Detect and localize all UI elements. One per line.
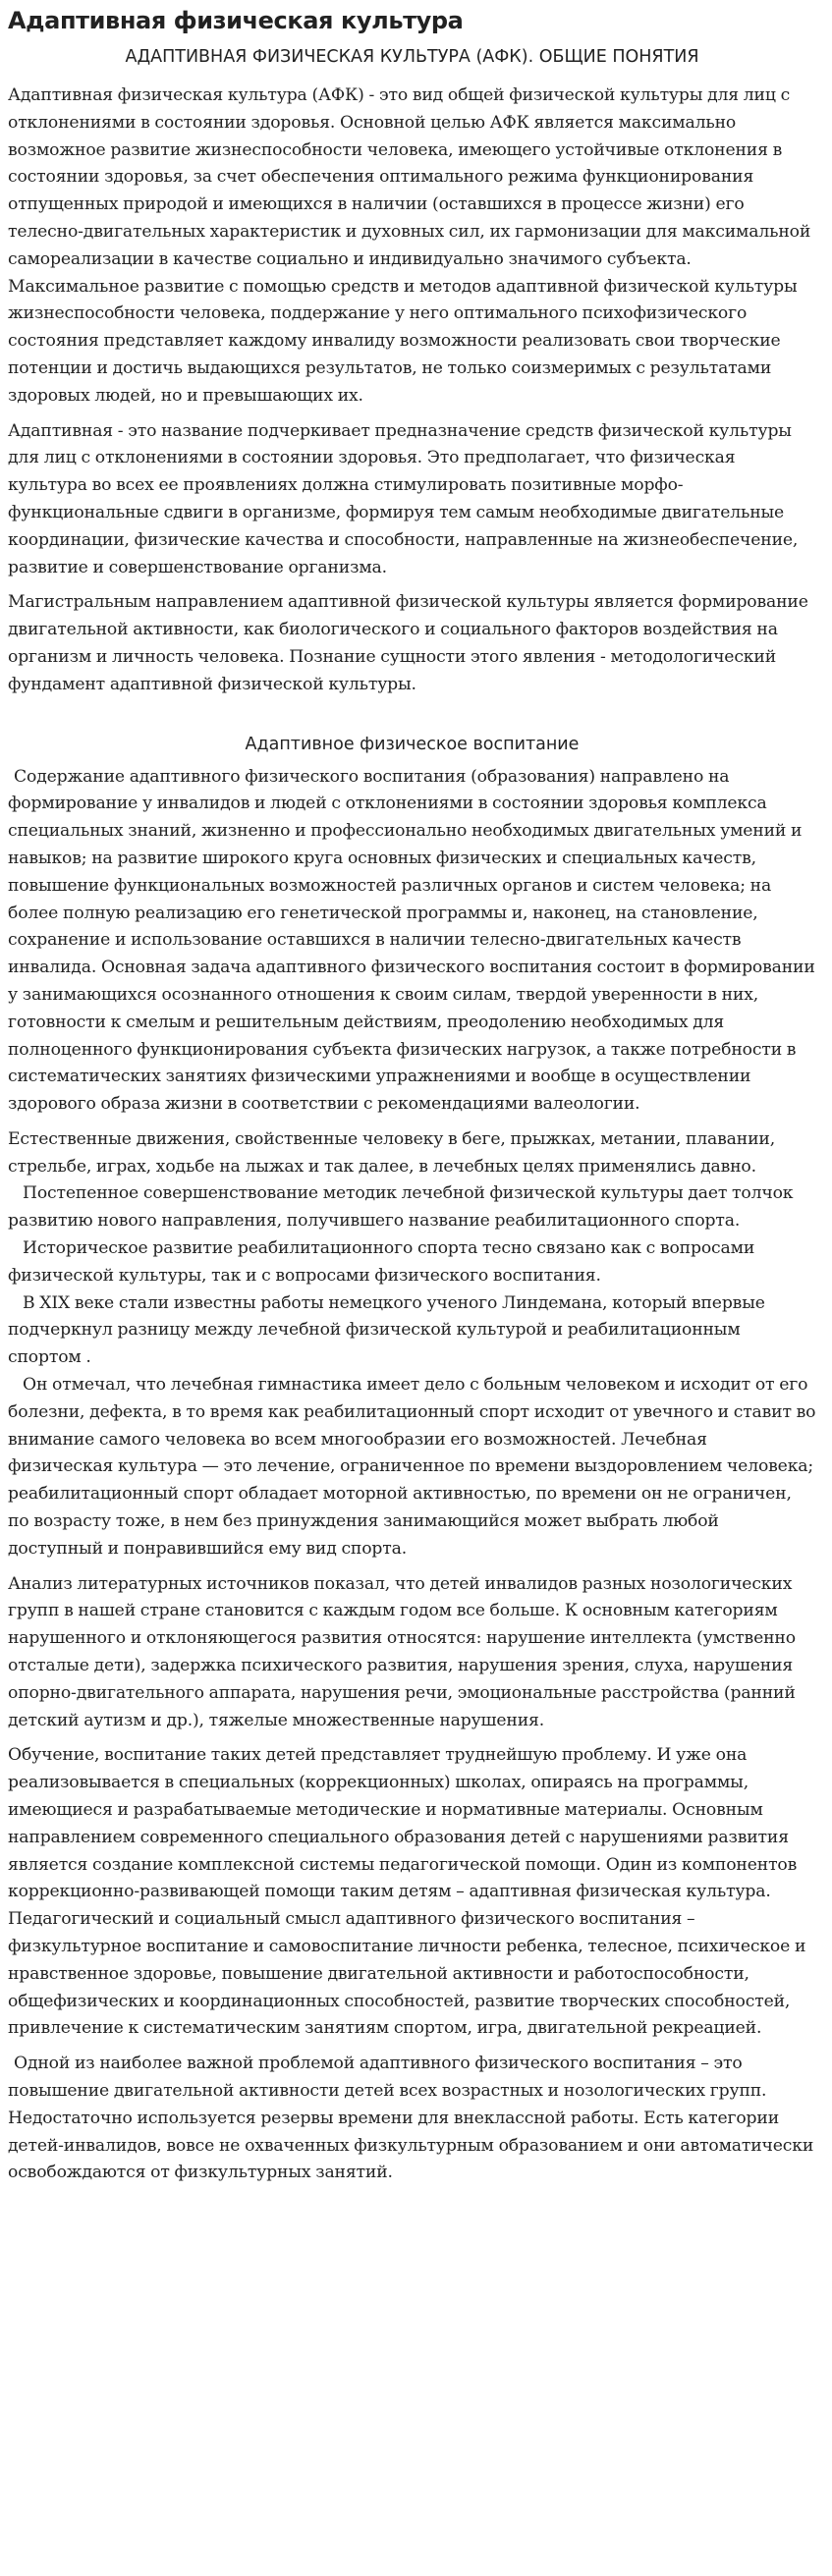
- paragraph: Естественные движения, свойственные человеку в беге, прыжках, метании, плавании, стрельбе, играх, ходьбе на лыжах и так далее, в лечебных целях применялись давно.: [8, 1128, 776, 1177]
- section-heading-afk: АДАПТИВНАЯ ФИЗИЧЕСКАЯ КУЛЬТУРА (АФК). ОБЩИЕ ПОНЯТИЯ: [125, 47, 699, 67]
- paragraph: В XIX веке стали известны работы немецкого ученого Линдемана, который впервые подчеркнул разницу между лечебной физической культурой и реабилитационным спортом .: [8, 1292, 765, 1368]
- paragraph: Адаптивная физическая культура (АФК) - это вид общей физической культуры для лиц с отклонениями в состоянии здоровья. Основной целью АФК является максимально возможное развитие жизнеспособности человека, имеющего устойчивые отклонения в состоянии здоровья, за счет обеспечения оптимального режима функционирования отпущенных природой и имеющихся в наличии (оставшихся в процессе жизни) его телесно-двигательных характеристик и духовных сил, их гармонизации для максимальной самореализации в качестве социально и индивидуально значимого субъекта. Максимальное развитие с помощью средств и методов адаптивной физической культуры жизнеспособности человека, поддержание у него оптимального психофизического состояния представляет каждому инвалиду возможности реализовать свои творческие потенции и достичь выдающихся результатов, не только соизмеримых с результатами здоровых людей, но и превышающих их.: [8, 85, 811, 406]
- paragraph: Постепенное совершенствование методик лечебной физической культуры дает толчок развитию нового направления, получившего название реабилитационного спорта.: [8, 1183, 794, 1232]
- paragraph: Анализ литературных источников показал, что детей инвалидов разных нозологических групп в нашей стране становится с каждым годом все больше. К основным категориям нарушенного и отклоняющегося развития относятся: нарушение интеллекта (умственно отсталые дети), задержка психического развития, нарушения зрения, слуха, нарушения опорно-двигательного аппарата, нарушения речи, эмоциональные расстройства (ранний детский аутизм и др.), тяжелые множественные нарушения.: [8, 1573, 796, 1730]
- paragraph: Историческое развитие реабилитационного спорта тесно связано как с вопросами физической культуры, так и с вопросами физического воспитания.: [8, 1238, 755, 1286]
- paragraph: Адаптивная - это название подчеркивает предназначение средств физической культуры для лиц с отклонениями в состоянии здоровья. Это предполагает, что физическая культура во всех ее проявлениях должна стимулировать позитивные морфо-функциональные сдвиги в организме, формируя тем самым необходимые двигательные координации, физические качества и способности, направленные на жизнеобеспечение, развитие и совершенствование организма.: [8, 420, 799, 577]
- paragraph: Он отмечал, что лечебная гимнастика имеет дело с больным человеком и исходит от его болезни, дефекта, в то время как реабилитационный спорт исходит от увечного и ставит во внимание самого человека во всем многообразии его возможностей. Лечебная физическая культура — это лечение, ограниченное по времени выздоровлением человека; реабилитационный спорт обладает моторной активностью, по времени он не ограничен, по возрасту тоже, в нем без принуждения занимающийся может выбрать любой доступный и понравившийся ему вид спорта.: [8, 1375, 816, 1559]
- section-heading-adaptive-education: Адаптивное физическое воспитание: [245, 734, 580, 754]
- paragraph: Содержание адаптивного физического воспитания (образования) направлено на формирование у инвалидов и людей с отклонениями в состоянии здоровья комплекса специальных знаний, жизненно и профессионально необходимых двигательных умений и навыков; на развитие широкого круга основных физических и специальных качеств, повышение функциональных возможностей различных органов и систем человека; на более полную реализацию его генетической программы и, наконец, на становление, сохранение и использование оставшихся в наличии телесно-двигательных качеств инвалида. Основная задача адаптивного физического воспитания состоит в формировании у занимающихся осознанного отношения к своим силам, твердой уверенности в них, готовности к смелым и решительным действиям, преодолению необходимых для полноценного функционирования субъекта физических нагрузок, а также потребности в систематических занятиях физическими упражнениями и вообще в осуществлении здорового образа жизни в соответствии с рекомендациями валеологии.: [8, 766, 815, 1115]
- article: [8, 6, 816, 2195]
- paragraph: Обучение, воспитание таких детей представляет труднейшую проблему. И уже она реализовывается в специальных (коррекционных) школах, опираясь на программы, имеющиеся и разрабатываемые методические и нормативные материалы. Основным направлением современного специального образования детей с нарушениями развития является создание комплексной системы педагогической помощи. Один из компонентов коррекционно-развивающей помощи таким детям – адаптивная физическая культура. Педагогический и социальный смысл адаптивного физического воспитания – физкультурное воспитание и самовоспитание личности ребенка, телесное, психическое и нравственное здоровье, повышение двигательной активности и работоспособности, общефизических и координационных способностей, развитие творческих способностей, привлечение к систематическим занятиям спортом, игра, двигательной рекреацией.: [8, 1745, 806, 2039]
- paragraph: Одной из наиболее важной проблемой адаптивного физического воспитания – это повышение двигательной активности детей всех возрастных и нозологических групп. Недостаточно используется резервы времени для внеклассной работы. Есть категории детей-инвалидов, вовсе не охваченных физкультурным образованием и они автоматически освобождаются от физкультурных занятий.: [8, 2054, 814, 2183]
- page-title: Адаптивная физическая культура: [8, 7, 464, 34]
- paragraph: Магистральным направлением адаптивной физической культуры является формирование двигательной активности, как биологического и социального факторов воздействия на организм и личность человека. Познание сущности этого явления - методологический фундамент адаптивной физической культуры.: [8, 592, 808, 694]
